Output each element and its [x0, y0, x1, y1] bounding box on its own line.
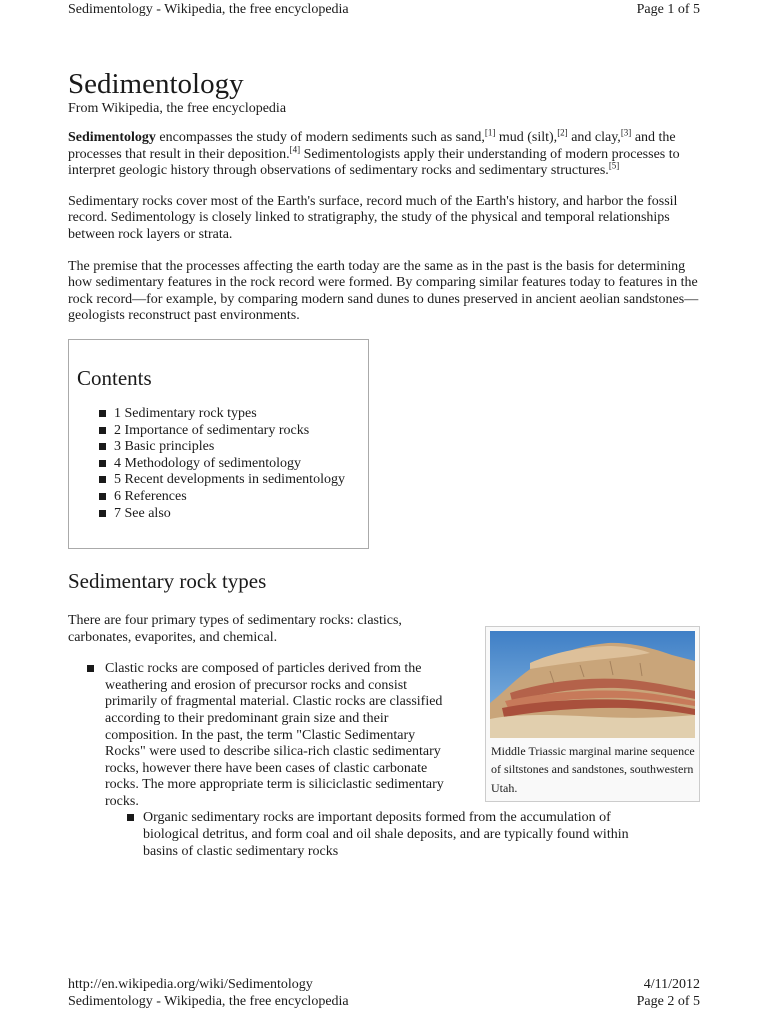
- print-header: [68, 2, 700, 18]
- intro-paragraph-1: Sedimentology encompasses the study of modern sediments such as sand,[1] mud (silt),[2] and clay,[3] and the processes that result in their deposition.[4] Sedimentologists apply their understanding of modern processes to interpret geologic history through observations of sedimentary rocks and sedimentary structures.[5]: [68, 127, 680, 179]
- toc-list: [99, 406, 360, 522]
- toc-item-7[interactable]: 7 See also: [99, 506, 360, 523]
- footer-date: 4/11/2012: [643, 977, 700, 992]
- sub-list: [127, 810, 700, 860]
- rock-type-list: [87, 661, 700, 860]
- toc-item-5[interactable]: 5 Recent developments in sedimentology: [99, 472, 360, 489]
- organic-description: Organic sedimentary rocks are important deposits formed from the accumulation of biological detritus, and form coal and oil shale deposits, and are typically found within basins of clastic sedimentary rocks: [143, 810, 629, 859]
- footer-url[interactable]: http://en.wikipedia.org/wiki/Sedimentology: [68, 977, 313, 992]
- square-bullet-icon: [99, 510, 106, 517]
- footer-page-number: Page 2 of 5: [636, 994, 700, 1009]
- ref-link-4[interactable]: [4]: [289, 143, 301, 154]
- square-bullet-icon: [99, 427, 106, 434]
- toc-item-6[interactable]: 6 References: [99, 489, 360, 506]
- article-content: [68, 68, 700, 860]
- clastic-description: Clastic rocks are composed of particles derived from the weathering and erosion of precursor rocks and consist primarily of fragmental material. Clastic rocks are classified according to their predominant grain size and their composition. In the past, the term "Clastic Sedimentary Rocks" were used to describe silica-rich clastic sedimentary rocks, however there have been cases of clastic carbonate rocks. The more appropriate term is siliciclastic sedimentary rocks.: [105, 661, 444, 809]
- intro-paragraph-3: The premise that the processes affecting the earth today are the same as in the past is the basis for determining how sedimentary features in the rock record were formed. By comparing similar features today to features in the rock record—for example, by comparing modern sand dunes to dunes preserved in ancient aeolian sandstones—geologists reconstruct past environments.: [68, 258, 699, 324]
- term-bold: Sedimentology: [68, 130, 156, 145]
- print-footer-line-2: [68, 994, 700, 1010]
- print-footer-line-1: [68, 977, 700, 993]
- section-intro: There are four primary types of sedimentary rocks: clastics, carbonates, evaporites, and chemical.: [68, 612, 402, 645]
- ref-link-5[interactable]: [5]: [608, 160, 620, 171]
- page-title: Sedimentology: [68, 68, 244, 100]
- section-body: [68, 613, 700, 860]
- toc-heading: Contents: [77, 365, 152, 390]
- square-bullet-icon: [127, 814, 134, 821]
- square-bullet-icon: [99, 476, 106, 483]
- table-of-contents: [68, 339, 369, 549]
- figure-caption: Middle Triassic marginal marine sequence of siltstones and sandstones, southwestern Utah.: [491, 743, 695, 795]
- toc-item-1[interactable]: 1 Sedimentary rock types: [99, 406, 360, 423]
- ref-link-1[interactable]: [1]: [484, 127, 496, 138]
- ref-link-3[interactable]: [3]: [620, 127, 632, 138]
- header-page-number: Page 1 of 5: [636, 2, 700, 17]
- square-bullet-icon: [99, 443, 106, 450]
- header-title: Sedimentology - Wikipedia, the free encyclopedia: [68, 2, 349, 17]
- toc-item-4[interactable]: 4 Methodology of sedimentology: [99, 456, 360, 473]
- square-bullet-icon: [87, 665, 94, 672]
- toc-item-3[interactable]: 3 Basic principles: [99, 439, 360, 456]
- footer-title: Sedimentology - Wikipedia, the free encyclopedia: [68, 994, 349, 1009]
- intro-paragraph-2: Sedimentary rocks cover most of the Earth's surface, record much of the Earth's history, and harbor the fossil record. Sedimentology is closely linked to stratigraphy, the study of the physical and temporal relationships between rock layers or strata.: [68, 193, 678, 242]
- square-bullet-icon: [99, 493, 106, 500]
- list-item-clastic: [87, 661, 700, 860]
- square-bullet-icon: [99, 410, 106, 417]
- square-bullet-icon: [99, 460, 106, 467]
- toc-item-2[interactable]: 2 Importance of sedimentary rocks: [99, 423, 360, 440]
- page-subtitle: From Wikipedia, the free encyclopedia: [68, 101, 287, 116]
- list-item-organic: [127, 810, 661, 860]
- ref-link-2[interactable]: [2]: [557, 127, 568, 138]
- section-heading-rock-types: Sedimentary rock types: [68, 568, 267, 593]
